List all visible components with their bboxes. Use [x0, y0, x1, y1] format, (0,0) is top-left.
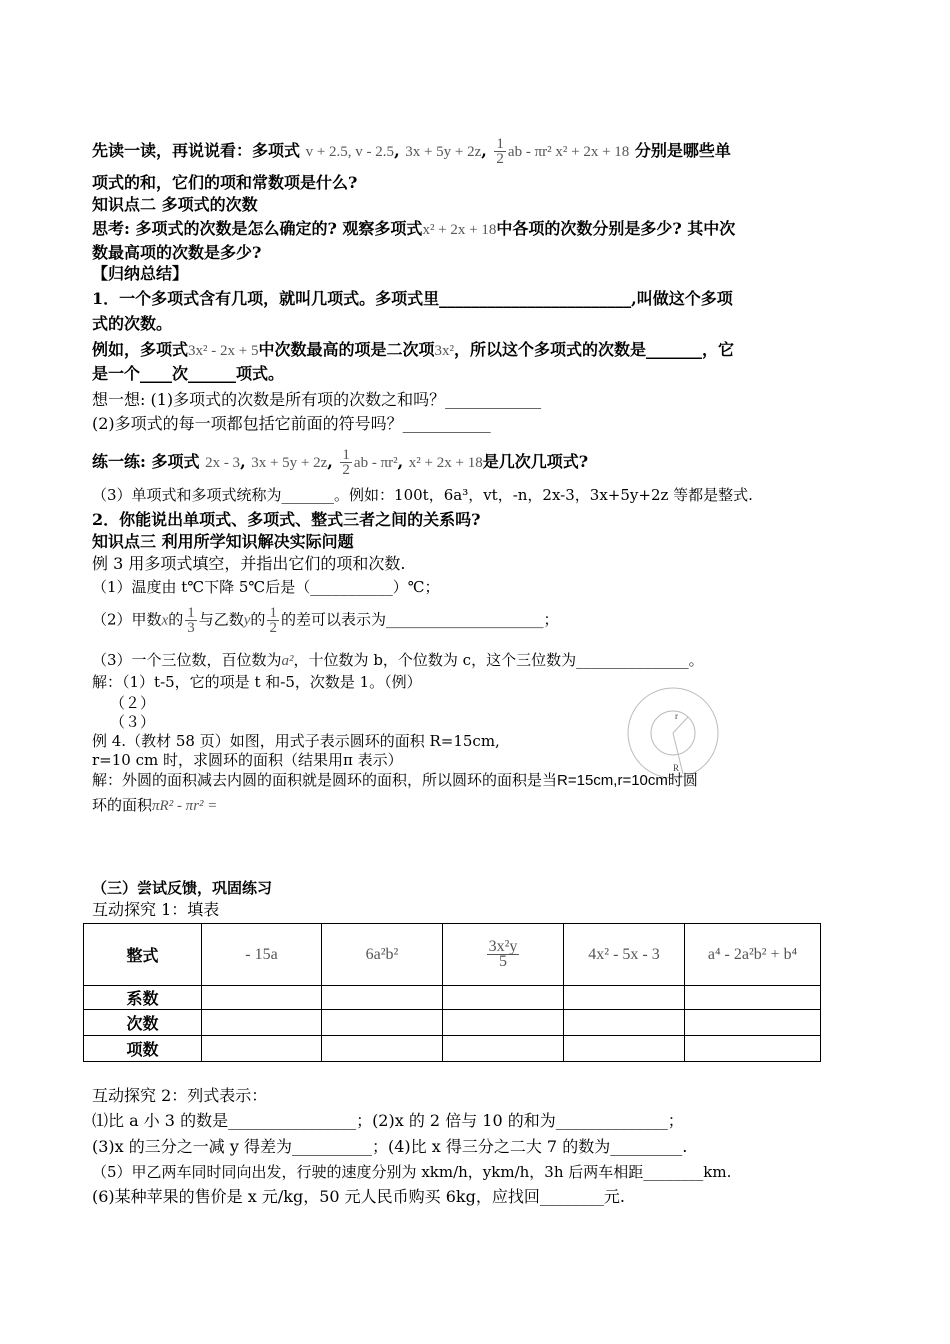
ex4-sol2-a: 环的面积 [92, 796, 153, 814]
think-line1 [92, 219, 735, 240]
table-col-5: a⁴ - 2a²b² + b⁴ [685, 924, 821, 986]
read-intro-lead: 先读一读，再说说看：多项式 [92, 141, 301, 160]
frac-den: 3 [187, 620, 195, 636]
table-cell[interactable] [322, 1010, 443, 1036]
fraction-half-b [340, 448, 352, 477]
explore2-title: 互动探究 2：列式表示： [92, 1086, 268, 1105]
ex3-q1: （1）温度由 t℃下降 5℃后是（___________）℃； [92, 578, 440, 596]
fraction-third [185, 606, 197, 635]
table-cell[interactable] [443, 986, 564, 1010]
expr-3x5y2z: 3x + 5y + 2z [405, 144, 482, 160]
expr-a2: a² [281, 653, 294, 669]
expr-3x5y2z-b: 3x + 5y + 2z [251, 455, 328, 471]
expr-x2-2x-18-b: x² + 2x + 18 [408, 455, 483, 471]
ex3-sol3: （３） [110, 713, 156, 731]
frac-den: 2 [496, 151, 504, 167]
ex4-line2: r=10 cm 时，求圆环的面积（结果用π 表示） [92, 751, 403, 769]
expr-x2-2x-18: x² + 2x + 18 [422, 222, 497, 238]
table-cell[interactable] [322, 986, 443, 1010]
think-tail: 中各项的次数分别是多少? 其中次 [496, 219, 736, 238]
ex3-q2 [92, 606, 558, 635]
frac-den: 2 [269, 620, 277, 636]
table-cell[interactable] [202, 1036, 322, 1062]
example-line1 [92, 340, 734, 361]
expr-ab-pir: ab - πr² x² + 2x + 18 [507, 144, 630, 160]
ex4-line1: 例 4.（教材 58 页）如图，用式子表示圆环的面积 R=15cm, [92, 732, 500, 750]
expr-annulus-area: πR² - πr² = [152, 798, 218, 814]
table-row [84, 1010, 821, 1036]
think-lead: 思考: 多项式的次数是怎么确定的? 观察多项式 [92, 219, 423, 238]
var-x: x [161, 612, 169, 629]
row-label-terms: 项数 [84, 1036, 202, 1062]
table-cell[interactable] [322, 1036, 443, 1062]
ex4-sol1 [92, 770, 698, 791]
example-line2: 是一个____次______项式。 [92, 364, 285, 383]
table-col-4: 4x² - 5x - 3 [564, 924, 685, 986]
example-lead: 例如，多项式 [92, 340, 189, 359]
ex4-sol-c: 时圆 [667, 771, 698, 789]
row-label-coef: 系数 [84, 986, 202, 1010]
ex3-q2-b: 的 [168, 610, 184, 629]
read-intro-tail: 分别是哪些单 [634, 141, 731, 160]
read-intro-line1: 先读一读，再说说看：多项式 v + 2.5, v - 2.5, 3x + 5y + 2z, $\frac{1}{2}$ ab - πr² x² + 2x + 18 分别是哪些单 [92, 136, 731, 167]
practice-tail: 是几次几项式? [482, 452, 589, 471]
table-cell[interactable] [685, 986, 821, 1010]
explore2-l1: ⑴比 a 小 3 的数是________________；(2)x 的 2 倍与 10 的和为______________； [92, 1111, 684, 1130]
section3-title: （三）尝试反馈，巩固练习 [92, 879, 273, 897]
ex4-sol-b: R=15cm,r=10cm [557, 772, 668, 789]
table-col-3 [443, 924, 564, 986]
table-row [84, 986, 821, 1010]
frac-num: 1 [496, 136, 504, 152]
practice-line: 练一练: 多项式 2x - 3, 3x + 5y + 2z, $\frac{1}{2}$ ab - πr², x² + 2x + 18是几次几项式? [92, 447, 589, 478]
fraction-half-c [267, 606, 279, 635]
read-intro-line2: 项式的和，它们的项和常数项是什么? [92, 173, 358, 192]
row-label-degree: 次数 [84, 1010, 202, 1036]
table-col-2: 6a²b² [322, 924, 443, 986]
practice-lead: 练一练: 多项式 [92, 452, 200, 471]
table-cell[interactable] [564, 1010, 685, 1036]
fraction-3x2y-5 [487, 940, 520, 969]
label-r: r [675, 711, 678, 721]
ex3-q2-a: （2）甲数 [92, 610, 162, 629]
summary-title: 【归纳总结】 [92, 264, 189, 283]
annulus-figure [625, 683, 725, 783]
ex4-sol2 [92, 795, 217, 816]
kp2-title: 知识点二 多项式的次数 [92, 195, 258, 214]
table-cell[interactable] [564, 1036, 685, 1062]
table-header-row [84, 924, 821, 986]
ex3-q3-a: （3）一个三位数，百位数为 [92, 651, 282, 669]
table-cell[interactable] [443, 1036, 564, 1062]
table-cell[interactable] [202, 986, 322, 1010]
expr-3x2: 3x² [434, 343, 454, 359]
explore2-l4: (6)某种苹果的售价是 x 元/kg，50 元人民币购买 6kg，应找回________元. [92, 1187, 625, 1206]
ex3-q2-c: 与乙数 [198, 610, 244, 629]
ex3-q3 [92, 650, 704, 671]
table-col-1: - 15a [202, 924, 322, 986]
expr-v: v + 2.5, v - 2.5 [305, 144, 395, 160]
ex3-sol2: （２） [110, 694, 156, 712]
fill-table [83, 923, 821, 1062]
table-cell[interactable] [685, 1010, 821, 1036]
rule3: （3）单项式和多项式统称为_______。例如：100t，6a³，vt，-n，2x-3，3x+5y+2z 等都是整式. [92, 486, 753, 504]
frac-num: 1 [187, 605, 195, 621]
explore1-title: 互动探究 1：填表 [92, 900, 220, 919]
var-y: y [243, 612, 251, 629]
table-row [84, 1036, 821, 1062]
rule1-line1: 1．一个多项式含有几项，就叫几项式。多项式里________________________,叫做这个多项 [92, 289, 733, 308]
example-mid: 中次数最高的项是二次项 [258, 340, 435, 359]
ponder-q2: (2)多项式的每一项都包括它前面的符号吗？___________ [92, 414, 491, 433]
expr-2x-3: 2x - 3 [205, 455, 241, 471]
ex3-q2-d: 的 [250, 610, 266, 629]
expr-3x2-2x-5: 3x² - 2x + 5 [188, 343, 259, 359]
table-cell[interactable] [443, 1010, 564, 1036]
table-cell[interactable] [564, 986, 685, 1010]
ex3-q2-e: 的差可以表示为_____________________； [280, 610, 559, 629]
explore2-l3: （5）甲乙两车同时同向出发，行驶的速度分别为 xkm/h，ykm/h，3h 后两车相距________km. [92, 1163, 732, 1181]
explore2-l2: (3)x 的三分之一减 y 得差为__________；(4)比 x 得三分之二大 7 的数为_________. [92, 1137, 688, 1156]
table-cell[interactable] [202, 1010, 322, 1036]
rule1-line2: 式的次数。 [92, 314, 173, 333]
fraction-half [494, 137, 506, 166]
ponder-q1: 想一想: (1)多项式的次数是所有项的次数之和吗？____________ [92, 390, 542, 409]
ex3-sol1: 解：（1）t-5，它的项是 t 和-5，次数是 1。（例） [92, 673, 422, 691]
rule2: 2．你能说出单项式、多项式、整式三者之间的关系吗? [92, 510, 481, 529]
table-header-label: 整式 [84, 924, 202, 986]
table-cell[interactable] [685, 1036, 821, 1062]
frac-num: 1 [342, 447, 350, 463]
kp3-title: 知识点三 利用所学知识解决实际问题 [92, 532, 354, 551]
ex3-title: 例 3 用多项式填空，并指出它们的项和次数. [92, 554, 406, 573]
frac-num: 3x²y [488, 938, 518, 955]
label-R: R [673, 763, 680, 773]
ex4-sol-a: 解：外圆的面积减去内圆的面积就是圆环的面积，所以圆环的面积是当 [92, 771, 558, 789]
frac-den: 5 [498, 953, 507, 970]
example-tail: ，所以这个多项式的次数是_______，它 [453, 340, 734, 359]
think-line2: 数最高项的次数是多少? [92, 243, 262, 262]
expr-ab-pir-b: ab - πr² [353, 455, 398, 471]
frac-den: 2 [342, 462, 350, 478]
frac-num: 1 [269, 605, 277, 621]
ex3-q3-b: ，十位数为 b，个位数为 c，这个三位数为_______________。 [293, 651, 704, 669]
